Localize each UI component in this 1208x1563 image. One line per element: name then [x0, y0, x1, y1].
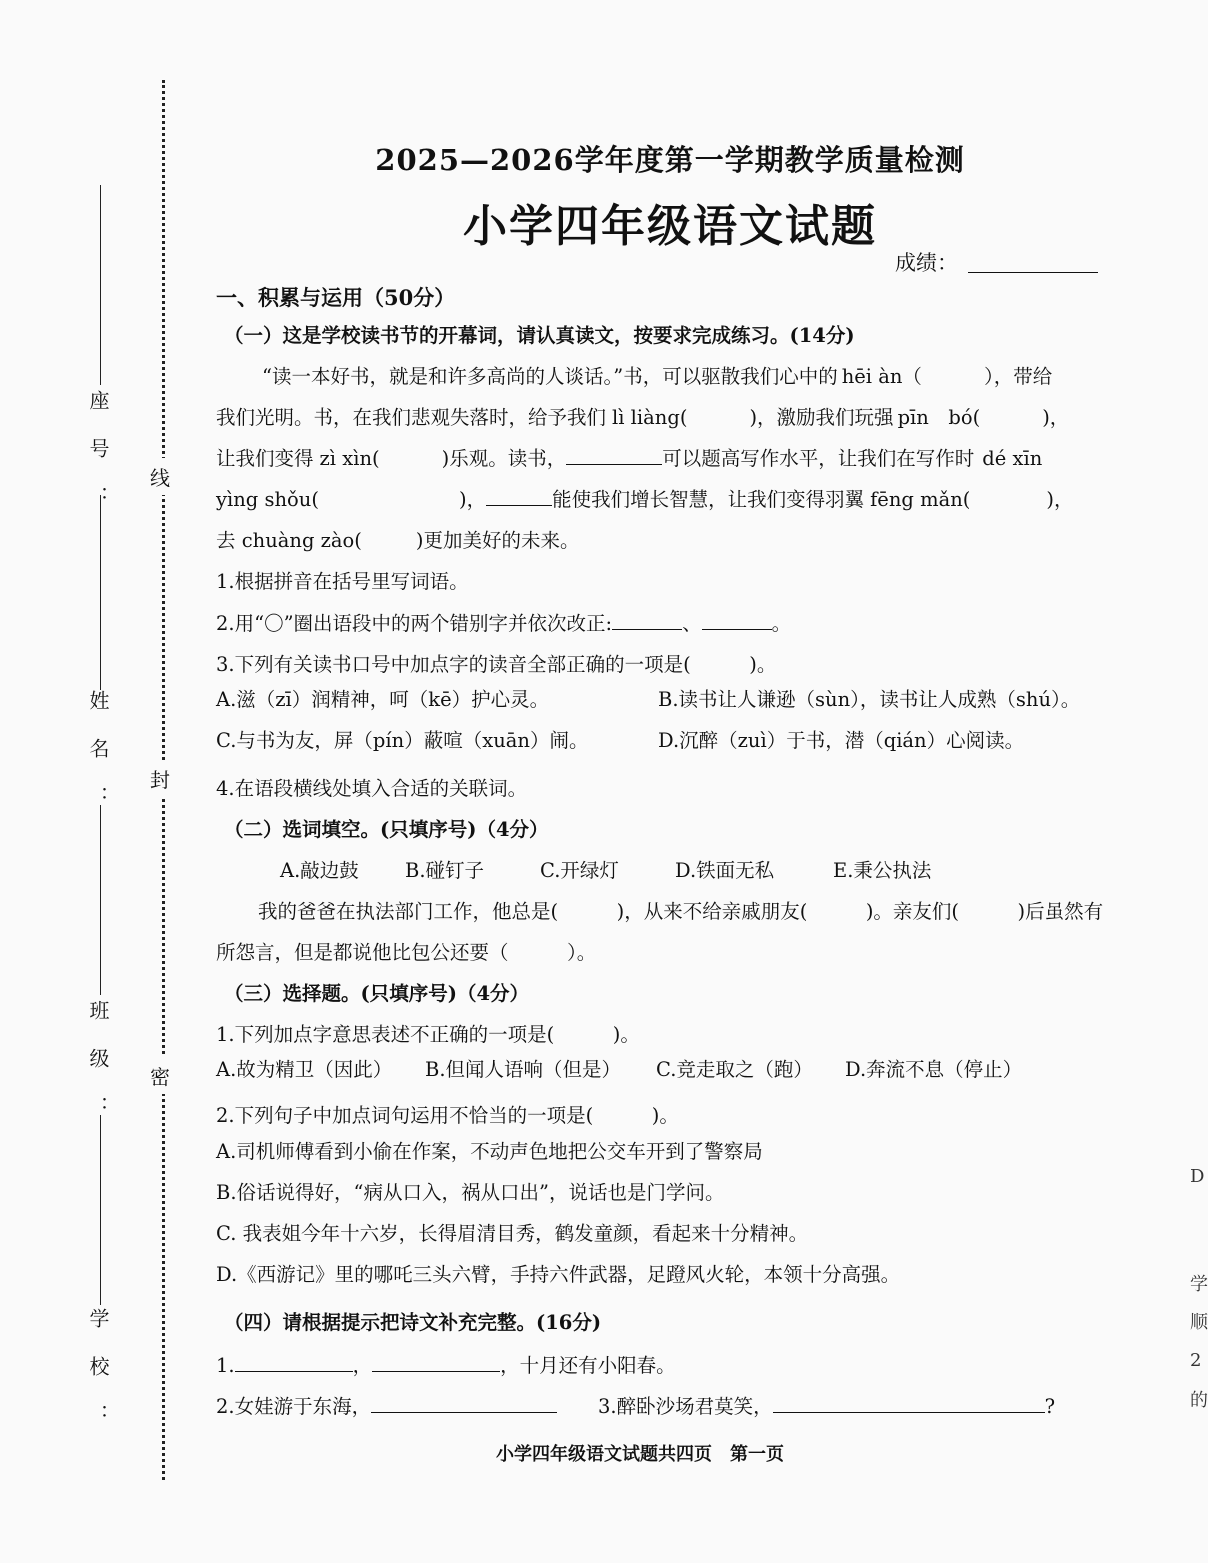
p2-option-a: A.敲边鼓	[280, 859, 359, 882]
p2-text-2: 所怨言，但是都说他比包公还要（ ）。	[216, 941, 597, 964]
passage-line-1: “读一本好书，就是和许多高尚的人谈话。”书，可以驱散我们心中的 hēi àn（ ），带给	[262, 365, 1053, 388]
part3-title: （三）选择题。(只填序号)（4分）	[224, 982, 530, 1005]
p2-text-1: 我的爸爸在执法部门工作，他总是( )，从来不给亲戚朋友( )。亲友们( )后虽然有	[258, 900, 1104, 923]
p2-option-b: B.碰钉子	[405, 859, 485, 882]
p4-question-3: 3.醉卧沙场君莫笑， ?	[598, 1395, 1056, 1418]
section-title: 一、积累与运用（50分）	[216, 285, 456, 310]
passage-line-4: yìng shǒu( )， 能使我们增长智慧，让我们变得羽翼 fēng mǎn( )，	[216, 488, 1074, 511]
school-field[interactable]	[100, 1115, 101, 1305]
part4-title: （四）请根据提示把诗文补充完整。(16分)	[224, 1311, 602, 1334]
poem-blank-2[interactable]	[372, 1353, 500, 1372]
question-2: 2.用“〇”圈出语段中的两个错别字并依次改正: 、 。	[216, 612, 792, 635]
p2-option-e: E.秉公执法	[833, 859, 932, 882]
question-4: 4.在语段横线处填入合适的关联词。	[216, 777, 528, 800]
binding-mark-secret: 密	[150, 1057, 170, 1094]
seat-label: 座号：	[86, 390, 110, 534]
p3-q1-option-c: C.竞走取之（跑）	[656, 1058, 813, 1081]
q3-option-a: A.滋（zī）润精神，呵（kē）护心灵。	[216, 688, 550, 711]
passage-line-5: 去 chuàng zào( )更加美好的未来。	[216, 529, 580, 552]
passage-line-2: 我们光明。书，在我们悲观失落时，给予我们 lì liàng( )，激励我们玩强 pīn bó( )，	[216, 406, 1070, 429]
binding-mark-line: 线	[150, 458, 170, 495]
correction-blank-2[interactable]	[702, 611, 772, 630]
score-label: 成绩：	[895, 251, 958, 275]
class-label: 班级：	[86, 1000, 110, 1144]
p3-q1-option-a: A.故为精卫（因此）	[216, 1058, 393, 1081]
exam-title: 2025—2026学年度第一学期教学质量检测	[375, 143, 965, 177]
edge-char: 的	[1190, 1390, 1208, 1411]
part2-title: （二）选词填空。(只填序号)（4分）	[224, 818, 549, 841]
q3-option-c: C.与书为友，屏（pín）蔽喧（xuān）闹。	[216, 729, 589, 752]
q3-option-b: B.读书让人谦逊（sùn），读书让人成熟（shú）。	[658, 688, 1081, 711]
question-3: 3.下列有关读书口号中加点字的读音全部正确的一项是( )。	[216, 653, 777, 676]
p3-q2-option-d: D.《西游记》里的哪吒三头六臂，手持六件武器，足蹬风火轮，本领十分高强。	[216, 1263, 901, 1286]
name-label: 姓名：	[86, 690, 110, 834]
binding-mark-seal: 封	[150, 760, 170, 797]
poem-blank-4[interactable]	[773, 1394, 1045, 1413]
part1-title: （一）这是学校读书节的开幕词，请认真读文，按要求完成练习。(14分)	[224, 324, 855, 347]
page-footer: 小学四年级语文试题共四页 第一页	[496, 1444, 784, 1465]
poem-blank-1[interactable]	[235, 1353, 353, 1372]
p3-q1-option-d: D.奔流不息（停止）	[845, 1058, 1023, 1081]
name-field[interactable]	[100, 495, 101, 690]
poem-blank-3[interactable]	[371, 1394, 557, 1413]
class-field[interactable]	[100, 805, 101, 995]
blank-conj-1[interactable]	[566, 446, 662, 465]
edge-char: 2	[1190, 1350, 1202, 1371]
paper-title: 小学四年级语文试题	[463, 201, 877, 252]
p4-question-2: 2.女娃游于东海，	[216, 1391, 557, 1419]
passage-line-3: 让我们变得 zì xìn( )乐观。读书， 可以题高写作水平，让我们在写作时 dé xīn	[216, 447, 1043, 470]
score-field[interactable]	[968, 272, 1098, 273]
edge-char: 顺	[1190, 1312, 1208, 1333]
school-label: 学校：	[86, 1308, 110, 1452]
p3-q2-option-b: B.俗话说得好，“病从口入，祸从口出”，说话也是门学问。	[216, 1181, 725, 1204]
p2-option-c: C.开绿灯	[540, 859, 619, 882]
p3-q2-option-c: C. 我表姐今年十六岁，长得眉清目秀，鹤发童颜，看起来十分精神。	[216, 1222, 809, 1245]
p4-question-1: 1. ， ，十月还有小阳春。	[216, 1354, 676, 1377]
p3-q2-option-a: A.司机师傅看到小偷在作案，不动声色地把公交车开到了警察局	[216, 1140, 763, 1163]
p3-question-2: 2.下列句子中加点词句运用不恰当的一项是( )。	[216, 1104, 679, 1127]
question-1: 1.根据拼音在括号里写词语。	[216, 570, 469, 593]
p3-q1-option-b: B.但闻人语响（但是）	[425, 1058, 622, 1081]
p2-option-d: D.铁面无私	[675, 859, 775, 882]
edge-char: D	[1190, 1166, 1205, 1187]
blank-conj-2[interactable]	[486, 487, 552, 506]
q3-option-d: D.沉醉（zuì）于书，潜（qián）心阅读。	[658, 729, 1025, 752]
correction-blank-1[interactable]	[612, 611, 682, 630]
edge-char: 学	[1190, 1274, 1208, 1295]
p3-question-1: 1.下列加点字意思表述不正确的一项是( )。	[216, 1023, 640, 1046]
